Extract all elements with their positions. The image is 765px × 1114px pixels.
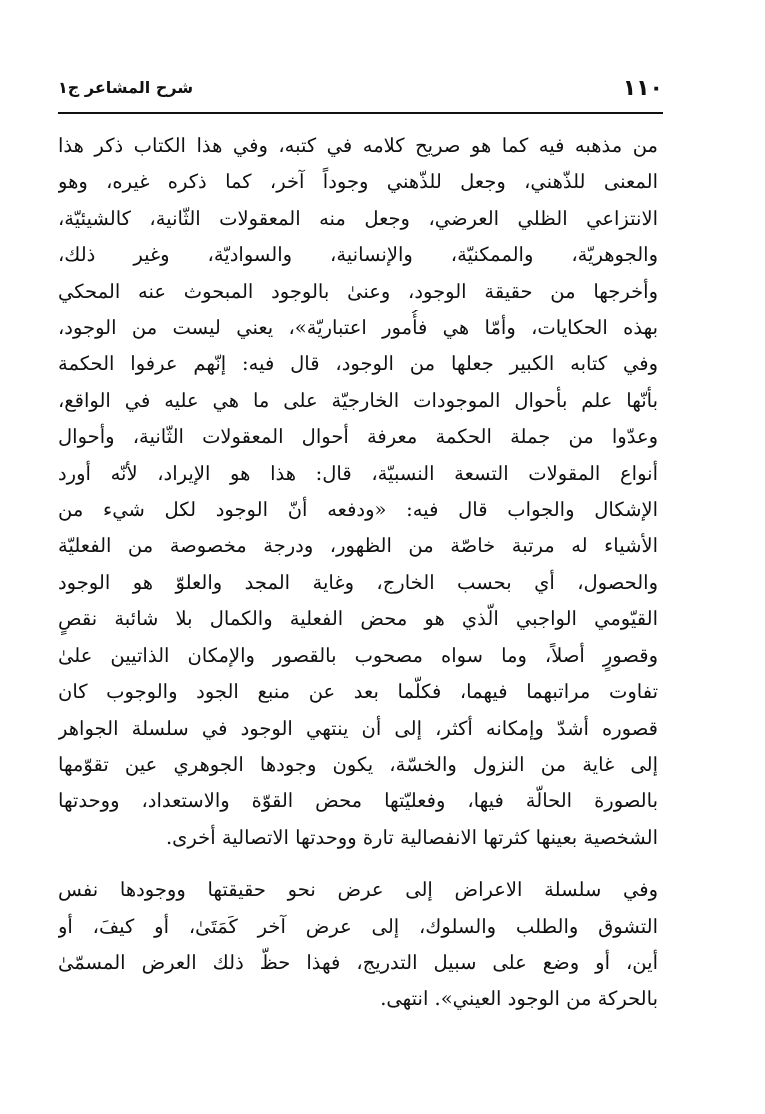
text-line: الانتزاعي الظلي العرضي، وجعل منه المعقولات الثّانية، كالشيئيّة، [58, 206, 658, 230]
text-line: إلى غاية من النزول والخسّة، يكون وجودها الجوهري عين تقوّمها [58, 752, 658, 776]
page-number: ١١٠ [622, 76, 663, 101]
text-line: وعدّوا من جملة الحكمة معرفة أحوال المعقولات الثّانية، وأحوال [58, 425, 658, 449]
text-line: وفي سلسلة الاعراض إلى عرض نحو حقيقتها ووجودها نفس [58, 878, 658, 902]
page-header [58, 70, 663, 110]
text-line: المعنى للذّهني، وجعل للذّهني وجوداً آخر، كما ذكره غيره، وهو [58, 170, 658, 194]
text-line: القيّومي الواجبي الّذي هو محض الفعلية والكمال بلا شائبة نقصٍ [58, 607, 658, 631]
text-line: الأشياء له مرتبة خاصّة من الظهور، ودرجة مخصوصة من الفعليّة [58, 534, 658, 558]
text-line: وأخرجها من حقيقة الوجود، وعنىٰ بالوجود المبحوث عنه المحكي [58, 279, 658, 303]
text-line: والحصول، أي بحسب الخارج، وغاية المجد والعلوّ هو الوجود [58, 570, 658, 594]
text-line: وفي كتابه الكبير جعلها من الوجود، قال فيه: إنّهم عرفوا الحكمة [58, 352, 658, 376]
text-line: تفاوت مراتبهما فيهما، فكلّما بعد عن منبع الجود والوجوب كان [58, 680, 658, 704]
text-line: أين، أو وضع على سبيل التدريج، فهذا حظّ ذلك العرض المسمّىٰ [58, 950, 658, 974]
paragraph [58, 128, 658, 856]
text-line: من مذهبه فيه كما هو صريح كلامه في كتبه، وفي هذا الكتاب ذكر هذا [58, 134, 658, 157]
text-line: التشوق والطلب والسلوك، إلى عرض آخر كَمَتَىٰ، أو كيفَ، أو [58, 914, 658, 938]
body-text [58, 128, 658, 1018]
text-line: بهذه الحكايات، وأمّا هي فأُمور اعتباريّة»، يعني ليست من الوجود، [58, 316, 658, 340]
text-line: بالصورة الحالّة فيها، وفعليّتها محض القوّة والاستعداد، ووحدتها [58, 789, 658, 813]
text-line: والجوهريّة، والممكنيّة، والإنسانية، والسواديّة، وغير ذلك، [58, 243, 658, 267]
running-title: شرح المشاعر ج١ [58, 78, 194, 97]
text-line: بالحركة من الوجود العيني». انتهى. [380, 987, 658, 1011]
paragraph [58, 872, 658, 1018]
text-line: بأنّها علم بأحوال الموجودات الخارجيّة على ما هي عليه في الواقع، [58, 388, 658, 412]
text-line: الإشكال والجواب قال فيه: «ودفعه أنّ الوجود لكل شيء من [58, 498, 658, 522]
text-line: الشخصية بعينها كثرتها الانفصالية تارة ووحدتها الاتصالية أخرى. [165, 825, 658, 849]
text-line: قصوره أشدّ وإمكانه أكثر، إلى أن ينتهي الوجود في سلسلة الجواهر [58, 716, 658, 740]
text-line: وقصورٍ أصلاً، وما سواه مصحوب بالقصور والإمكان الذاتيين علىٰ [58, 643, 658, 667]
header-rule [58, 112, 663, 114]
text-line: أنواع المقولات التسعة النسبيّة، قال: هذا هو الإيراد، لأنّه أورد [58, 461, 658, 485]
